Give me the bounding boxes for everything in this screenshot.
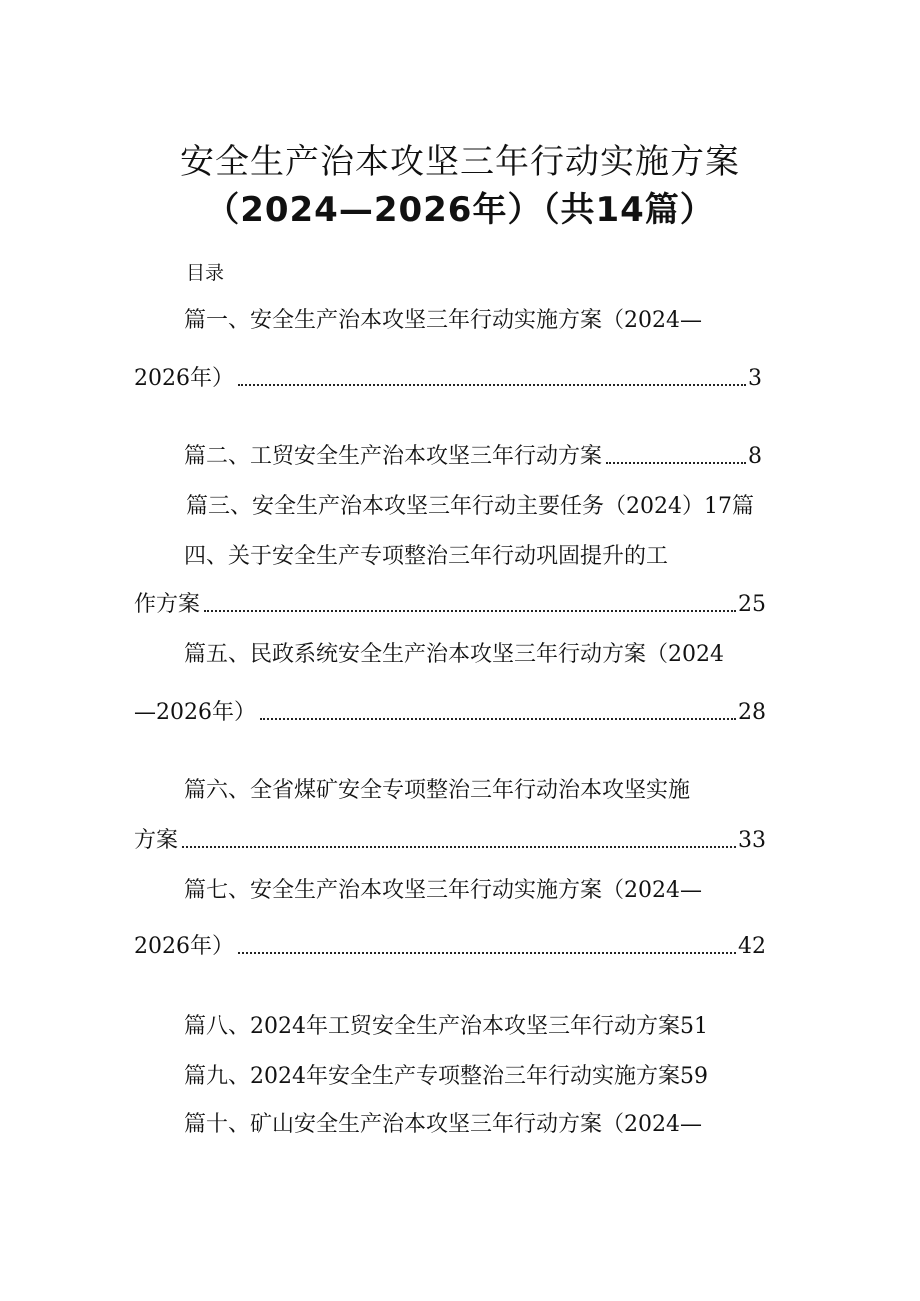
leader-dots [606,462,746,464]
toc-entry-8[interactable]: 篇八、2024年工贸安全生产治本攻坚三年行动方案51 [184,1014,708,1039]
toc-entry-5-line1[interactable]: 篇五、民政系统安全生产治本攻坚三年行动方案（2024 [184,642,724,667]
document-title-line2: （2024—2026年）（共14篇） [205,190,715,230]
toc-entry-7-line1[interactable]: 篇七、安全生产治本攻坚三年行动实施方案（2024— [184,878,702,903]
toc-entry-2-page: 8 [748,444,762,469]
toc-entry-7-text: 2026年） [134,934,234,959]
toc-entry-5-line2[interactable] [134,698,766,728]
toc-entry-3[interactable]: 篇三、安全生产治本攻坚三年行动主要任务（2024）17篇 [186,494,754,519]
leader-dots [238,384,746,386]
toc-entry-5-page: 28 [738,700,766,725]
toc-entry-1-text: 2026年） [134,366,234,391]
toc-entry-4-text: 作方案 [134,592,201,617]
toc-entry-6-text: 方案 [134,828,179,853]
toc-entry-7-page: 42 [738,934,766,959]
toc-entry-6-line1[interactable]: 篇六、全省煤矿安全专项整治三年行动治本攻坚实施 [184,778,691,803]
document-title-line1: 安全生产治本攻坚三年行动实施方案 [180,142,740,182]
toc-entry-10[interactable]: 篇十、矿山安全生产治本攻坚三年行动方案（2024— [184,1112,702,1137]
leader-dots [204,610,736,612]
toc-entry-4-line2[interactable] [134,590,766,620]
leader-dots [182,846,736,848]
leader-dots [238,952,736,954]
toc-entry-6-line2[interactable] [134,826,766,856]
toc-entry-2-text: 篇二、工贸安全生产治本攻坚三年行动方案 [184,444,603,469]
toc-entry-1-line1[interactable]: 篇一、安全生产治本攻坚三年行动实施方案（2024— [184,308,702,333]
toc-heading: 目录 [186,262,225,284]
toc-entry-9[interactable]: 篇九、2024年安全生产专项整治三年行动实施方案59 [184,1064,708,1089]
toc-entry-1-line2[interactable] [134,364,762,394]
toc-entry-1-page: 3 [748,366,762,391]
toc-entry-6-page: 33 [738,828,766,853]
toc-entry-4-line1[interactable]: 四、关于安全生产专项整治三年行动巩固提升的工 [184,544,669,569]
toc-entry-4-page: 25 [738,592,766,617]
toc-entry-2[interactable] [184,442,762,472]
toc-entry-5-text: —2026年） [134,700,256,725]
toc-entry-7-line2[interactable] [134,932,766,962]
leader-dots [260,718,736,720]
